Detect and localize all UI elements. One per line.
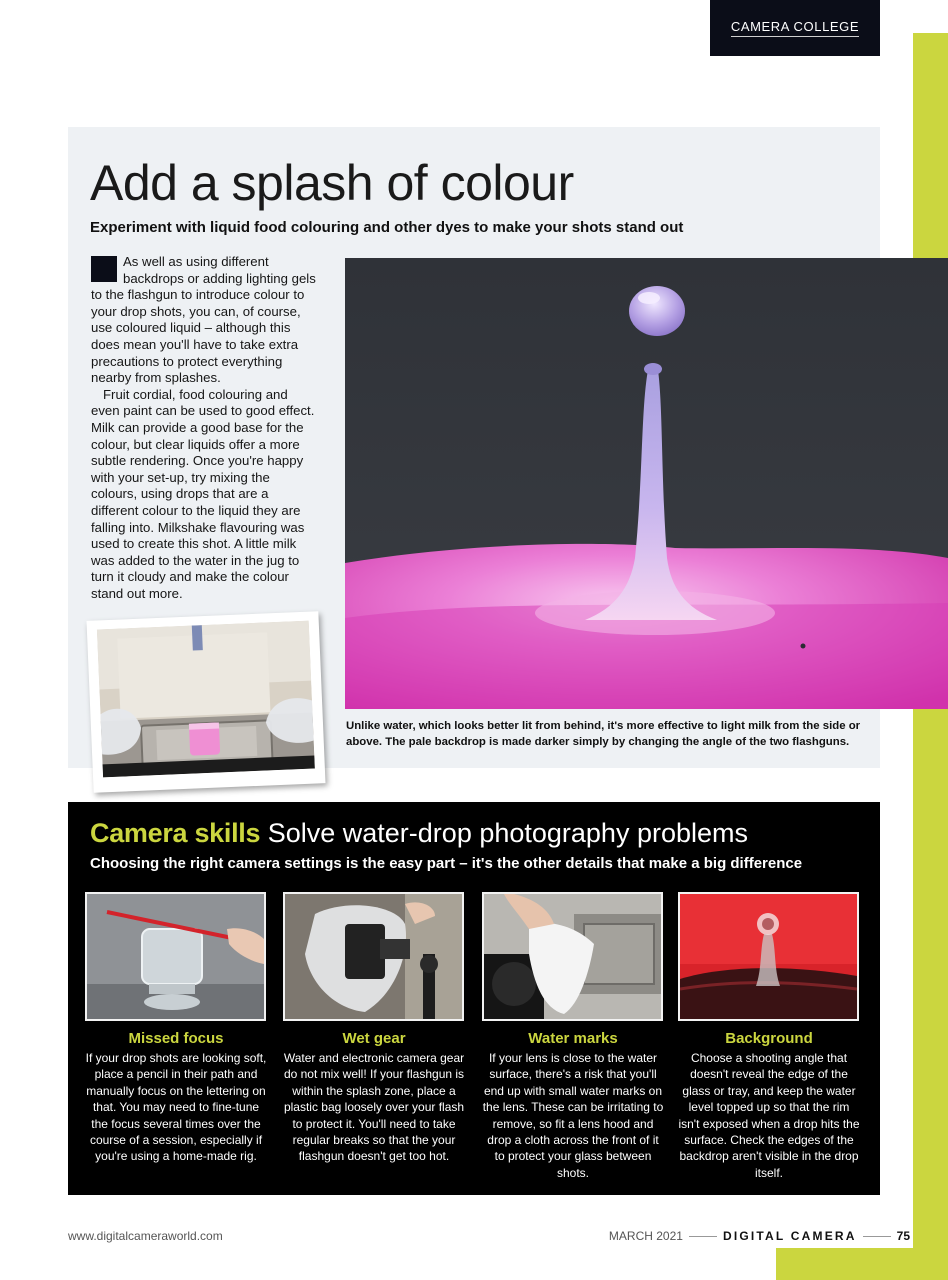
main-photo-caption: Unlike water, which looks better lit from behind, it's more effective to light milk from the side or above. The pale backdrop is made darker simply by changing the angle of the two flashguns. — [346, 720, 861, 748]
tip-image-water-marks — [482, 892, 663, 1021]
footer-folio — [609, 1229, 910, 1243]
tip-title: Wet gear — [342, 1030, 406, 1047]
body-paragraph: Fruit cordial, food colouring and even paint can be used to good effect. Milk can provide a good base for the colour, but clear liquids offer a more subtle rendering. Once you're happy with your set-up, try mixing the colours, using drops that are a different colour to the liquid they are falling into. Milkshake flavouring was used to create this shot. A little milk was added to the water in the jug to turn it cloudy and make the colour stand out more. — [91, 386, 315, 601]
tip-image-wet-gear — [283, 892, 464, 1021]
article-body — [91, 254, 319, 602]
tip-image-background — [678, 892, 859, 1021]
camera-skills-heading — [90, 818, 748, 849]
page-number: 75 — [896, 1229, 910, 1243]
camera-skills-subheading: Choosing the right camera settings is the easy part – it's the other details that make a big difference — [90, 855, 803, 872]
lens-cloth-photo — [484, 894, 661, 1019]
section-tab-label: CAMERA COLLEGE — [731, 19, 859, 37]
tip-text: Choose a shooting angle that doesn't reveal the edge of the glass or tray, and keep the water level topped up so that the rim isn't exposed when a drop hits the surface. Check the edges of the backdrop aren't visible in the drop itself. — [678, 1051, 860, 1180]
body-paragraph: As well as using different backdrops or adding lighting gels to the flashgun to introduce colour to your drop shots, you can, of course, use coloured liquid – although this does mean you'll have to take extra precautions to protect everything nearby from splashes. — [91, 254, 316, 386]
accent-strip-bottom — [776, 1248, 948, 1280]
article-title: Add a splash of colour — [90, 155, 574, 211]
tip-text: If your drop shots are looking soft, place a pencil in their path and manually focus on the lettering on that. You may need to fine-tune the focus several times over the course of a session, especially if you're using a home-made rig. — [85, 1051, 267, 1164]
section-tab[interactable] — [710, 0, 880, 56]
flash-bag-photo — [285, 894, 462, 1019]
tip-text: If your lens is close to the water surface, there's a risk that you'll end up with small water marks on the lens. These can be irritating to remove, so fit a lens hood and drop a cloth across the front of it to protect your glass between shots. — [482, 1051, 664, 1180]
setup-photo-image — [97, 621, 315, 778]
footer-rule — [863, 1236, 891, 1237]
tip-text: Water and electronic camera gear do not mix well! If your flashgun is within the splash zone, place a plastic bag loosely over your flash to protect it. You'll need to take regular breaks so that the your flashgun doesn't get too hot. — [283, 1051, 465, 1164]
camera-skills-title: Solve water-drop photography problems — [267, 818, 748, 848]
tip-title: Water marks — [528, 1030, 618, 1047]
camera-skills-label: Camera skills — [90, 818, 261, 848]
tip-title: Background — [725, 1030, 813, 1047]
milk-drop-image — [345, 258, 948, 709]
pencil-glass-photo — [87, 894, 264, 1019]
tip-image-missed-focus — [85, 892, 266, 1021]
footer-issue: MARCH 2021 — [608, 1229, 683, 1243]
milk-drop-photo — [345, 258, 948, 709]
tip-title: Missed focus — [128, 1030, 224, 1047]
footer-magazine: DIGITAL CAMERA — [722, 1229, 857, 1243]
article-standfirst: Experiment with liquid food colouring and other dyes to make your shots stand out — [90, 219, 684, 236]
setup-photo-polaroid — [87, 611, 326, 793]
red-drop-photo — [680, 894, 857, 1019]
footer-url[interactable]: www.digitalcameraworld.com — [68, 1229, 223, 1243]
footer-rule — [689, 1236, 717, 1237]
